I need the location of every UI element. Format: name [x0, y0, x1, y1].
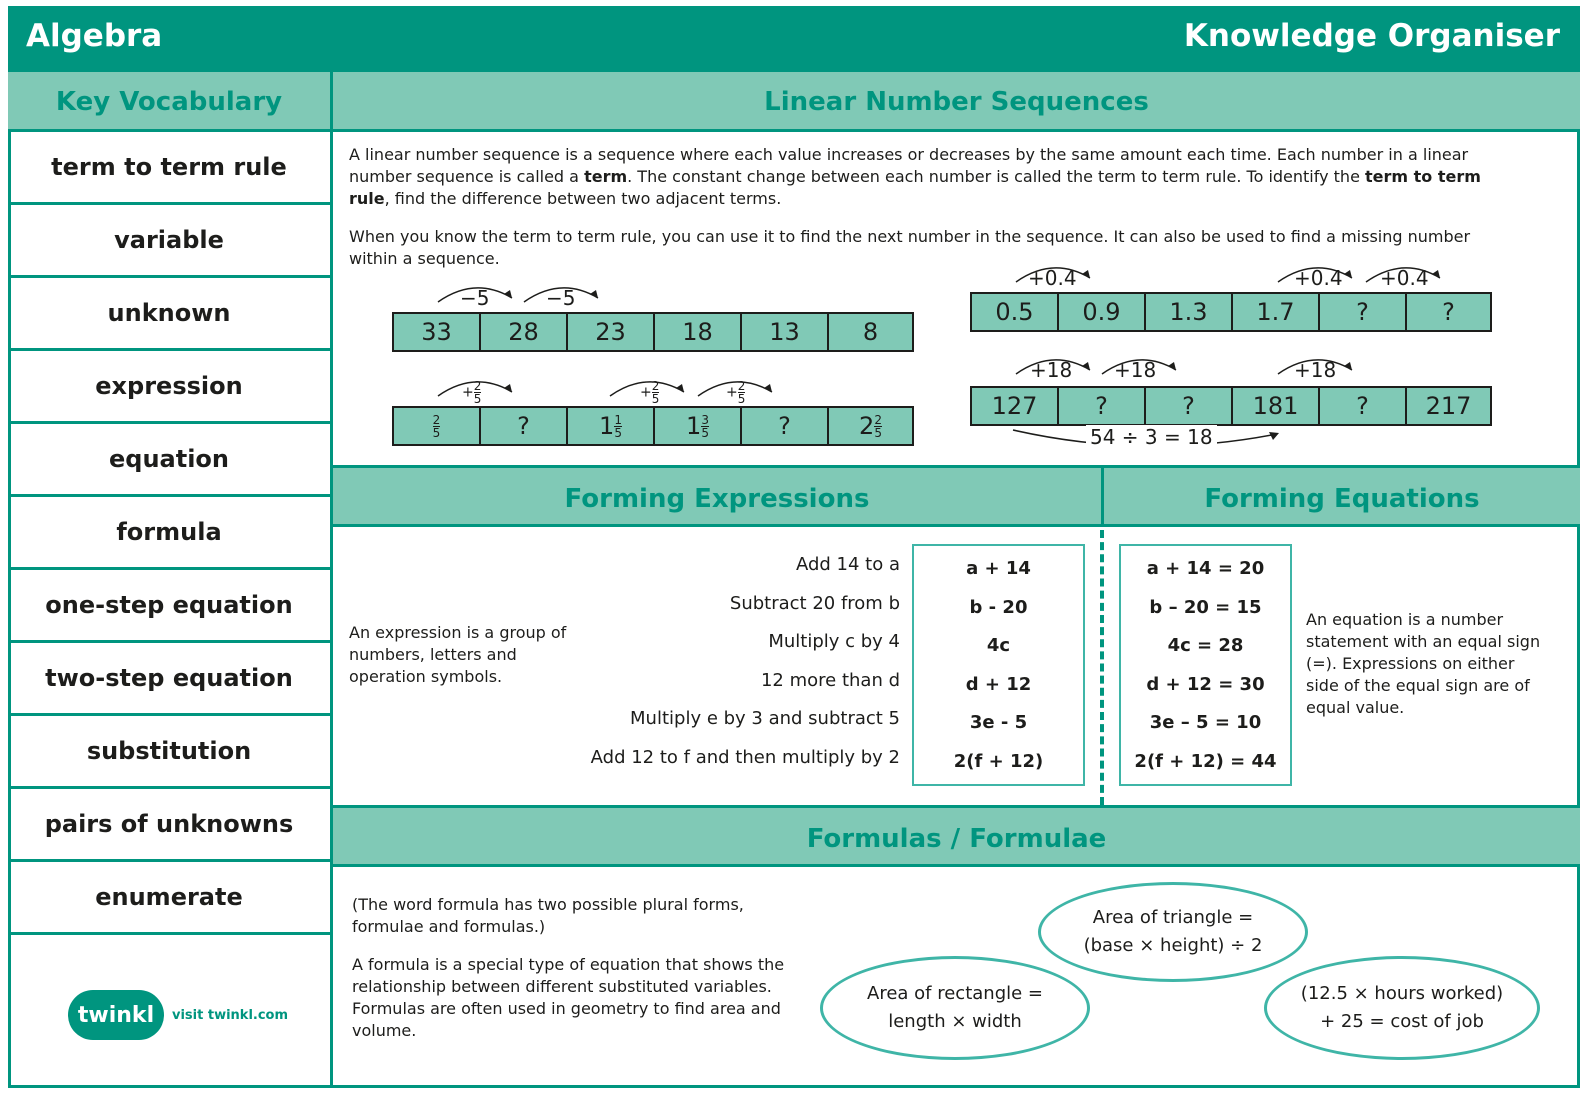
linear-para-2: When you know the term to term rule, you can use it to find the next number in the sequence. It can also be used to find a missing number within a sequence.: [349, 227, 1471, 268]
step-label: + $\frac{2}{5}$: [462, 379, 482, 406]
expression: a + 14: [966, 558, 1031, 579]
step-label: +0.4: [1294, 266, 1343, 290]
sequence-2: [392, 406, 914, 446]
formulas-para-2: A formula is a special type of equation that shows the relationship between different substituted variables. Formulas are often used in geometry to find area and volume.: [352, 955, 785, 1040]
sequence-cell: ?: [1320, 388, 1407, 424]
vocabulary-list: [8, 132, 330, 935]
equation: 4c = 28: [1167, 635, 1244, 657]
equation: b – 20 = 15: [1149, 596, 1262, 618]
expression-description: An expression is a group of numbers, letters and operation symbols.: [349, 623, 567, 686]
vocabulary-heading: Key Vocabulary: [8, 72, 330, 132]
expression: d + 12: [965, 673, 1032, 695]
twinkl-logo[interactable]: [68, 990, 308, 1040]
expression: b - 20: [969, 596, 1028, 618]
vocab-item: equation: [8, 424, 330, 497]
sequence-1: [392, 312, 914, 352]
sequence-cell: 127: [972, 388, 1059, 424]
curved-arrow-icon: [430, 278, 610, 308]
sequence-cell: 8: [829, 314, 912, 350]
sequence-cell: 33: [394, 314, 481, 350]
equation: 3e – 5 = 10: [1149, 712, 1262, 734]
step-label: −5: [460, 286, 490, 310]
formulas-para-1: (The word formula has two possible plural forms, formulae and formulas.): [352, 895, 744, 936]
formulas-text: [352, 894, 812, 1058]
sequence-cell: ?: [1407, 294, 1490, 330]
equation: d + 12 = 30: [1146, 673, 1265, 695]
sequence-3: [970, 292, 1492, 332]
sequence-cell: 181: [1233, 388, 1320, 424]
oval-rectangle-formula: Area of rectangle = length × width: [820, 956, 1090, 1060]
equation: a + 14 = 20: [1146, 558, 1265, 579]
vocab-item: two-step equation: [8, 643, 330, 716]
phrase: Add 14 to a: [795, 554, 900, 575]
expression: 3e - 5: [969, 712, 1028, 734]
sequence-cell: 2 $\frac{2}{5}$: [829, 408, 912, 444]
expression-phrases: [540, 546, 900, 778]
vocab-item: variable: [8, 205, 330, 278]
dashed-divider: [1100, 530, 1104, 805]
sequence-cell: 28: [481, 314, 568, 350]
forming-expressions-heading: Forming Expressions: [333, 465, 1101, 527]
sequence-cell: 1.7: [1233, 294, 1320, 330]
phrase: Subtract 20 from b: [729, 592, 900, 614]
linear-sequences-heading: Linear Number Sequences: [333, 72, 1580, 132]
step-label: +18: [1030, 358, 1073, 382]
vocab-item: pairs of unknowns: [8, 789, 330, 862]
sequence-cell: 1.3: [1146, 294, 1233, 330]
phrase: Multiply e by 3 and subtract 5: [630, 708, 900, 730]
oval-job-formula: (12.5 × hours worked) + 25 = cost of job: [1264, 956, 1540, 1060]
formulas-heading: Formulas / Formulae: [333, 805, 1580, 867]
linear-para-1: A linear number sequence is a sequence where each value increases or decreases by the same amount each time. Each number in a linear number sequence is called a term. The constant change between each number is called the term to term rule. To identify the term to term rule, find the difference between two adjacent terms.: [349, 145, 1481, 208]
sequence-4: [970, 386, 1492, 426]
step-label: +0.4: [1028, 266, 1077, 290]
step-label: + $\frac{2}{5}$: [640, 379, 660, 406]
sequence-cell: 1 $\frac{3}{5}$: [655, 408, 742, 444]
expression: 4c: [986, 635, 1011, 657]
step-label: +18: [1294, 358, 1337, 382]
phrase: Multiply c by 4: [768, 631, 900, 653]
vocab-item: enumerate: [8, 862, 330, 935]
vocab-item: expression: [8, 351, 330, 424]
phrase: 12 more than d: [760, 669, 900, 691]
sequence-cell: ?: [1146, 388, 1233, 424]
sequence-cell: 1 $\frac{1}{5}$: [568, 408, 655, 444]
sequence-cell: 18: [655, 314, 742, 350]
equation: 2(f + 12) = 44: [1134, 750, 1277, 772]
sequence-cell: ?: [1059, 388, 1146, 424]
section-divider: [1101, 465, 1104, 527]
sequence-cell: 0.9: [1059, 294, 1146, 330]
vocab-item: unknown: [8, 278, 330, 351]
sequence-cell: 217: [1407, 388, 1490, 424]
vocab-item: formula: [8, 497, 330, 570]
sequence-cell: $\frac{2}{5}$: [394, 408, 481, 444]
vocab-item: substitution: [8, 716, 330, 789]
sequence-cell: ?: [481, 408, 568, 444]
step-label: +0.4: [1380, 266, 1429, 290]
sequence-cell: ?: [742, 408, 829, 444]
equations-box: [1119, 544, 1292, 786]
phrase: Add 12 to f and then multiply by 2: [590, 746, 900, 768]
vocabulary-column: [8, 72, 333, 1088]
document-title: Knowledge Organiser: [1183, 18, 1560, 54]
vocab-item: one-step equation: [8, 570, 330, 643]
division-note: 54 ÷ 3 = 18: [1086, 425, 1217, 449]
top-bar: [8, 6, 1580, 72]
step-label: −5: [546, 286, 576, 310]
sequence-cell: 0.5: [972, 294, 1059, 330]
sequence-cell: ?: [1320, 294, 1407, 330]
sequence-cell: 23: [568, 314, 655, 350]
step-label: + $\frac{2}{5}$: [726, 379, 746, 406]
vocab-item: term to term rule: [8, 132, 330, 205]
equation-description: An equation is a number statement with an equal sign (=). Expressions on either side of the equal sign are of equal value.: [1306, 610, 1541, 717]
forming-equations-heading: Forming Equations: [1104, 465, 1580, 527]
subject-title: Algebra: [26, 18, 163, 54]
visit-link[interactable]: visit twinkl.com: [172, 1007, 289, 1023]
sequence-cell: 13: [742, 314, 829, 350]
expressions-box: [912, 544, 1085, 786]
oval-triangle-formula: Area of triangle = (base × height) ÷ 2: [1038, 882, 1308, 982]
step-label: +18: [1114, 358, 1157, 382]
expression: 2(f + 12): [953, 750, 1044, 772]
logo-bubble: twinkl: [68, 990, 164, 1040]
